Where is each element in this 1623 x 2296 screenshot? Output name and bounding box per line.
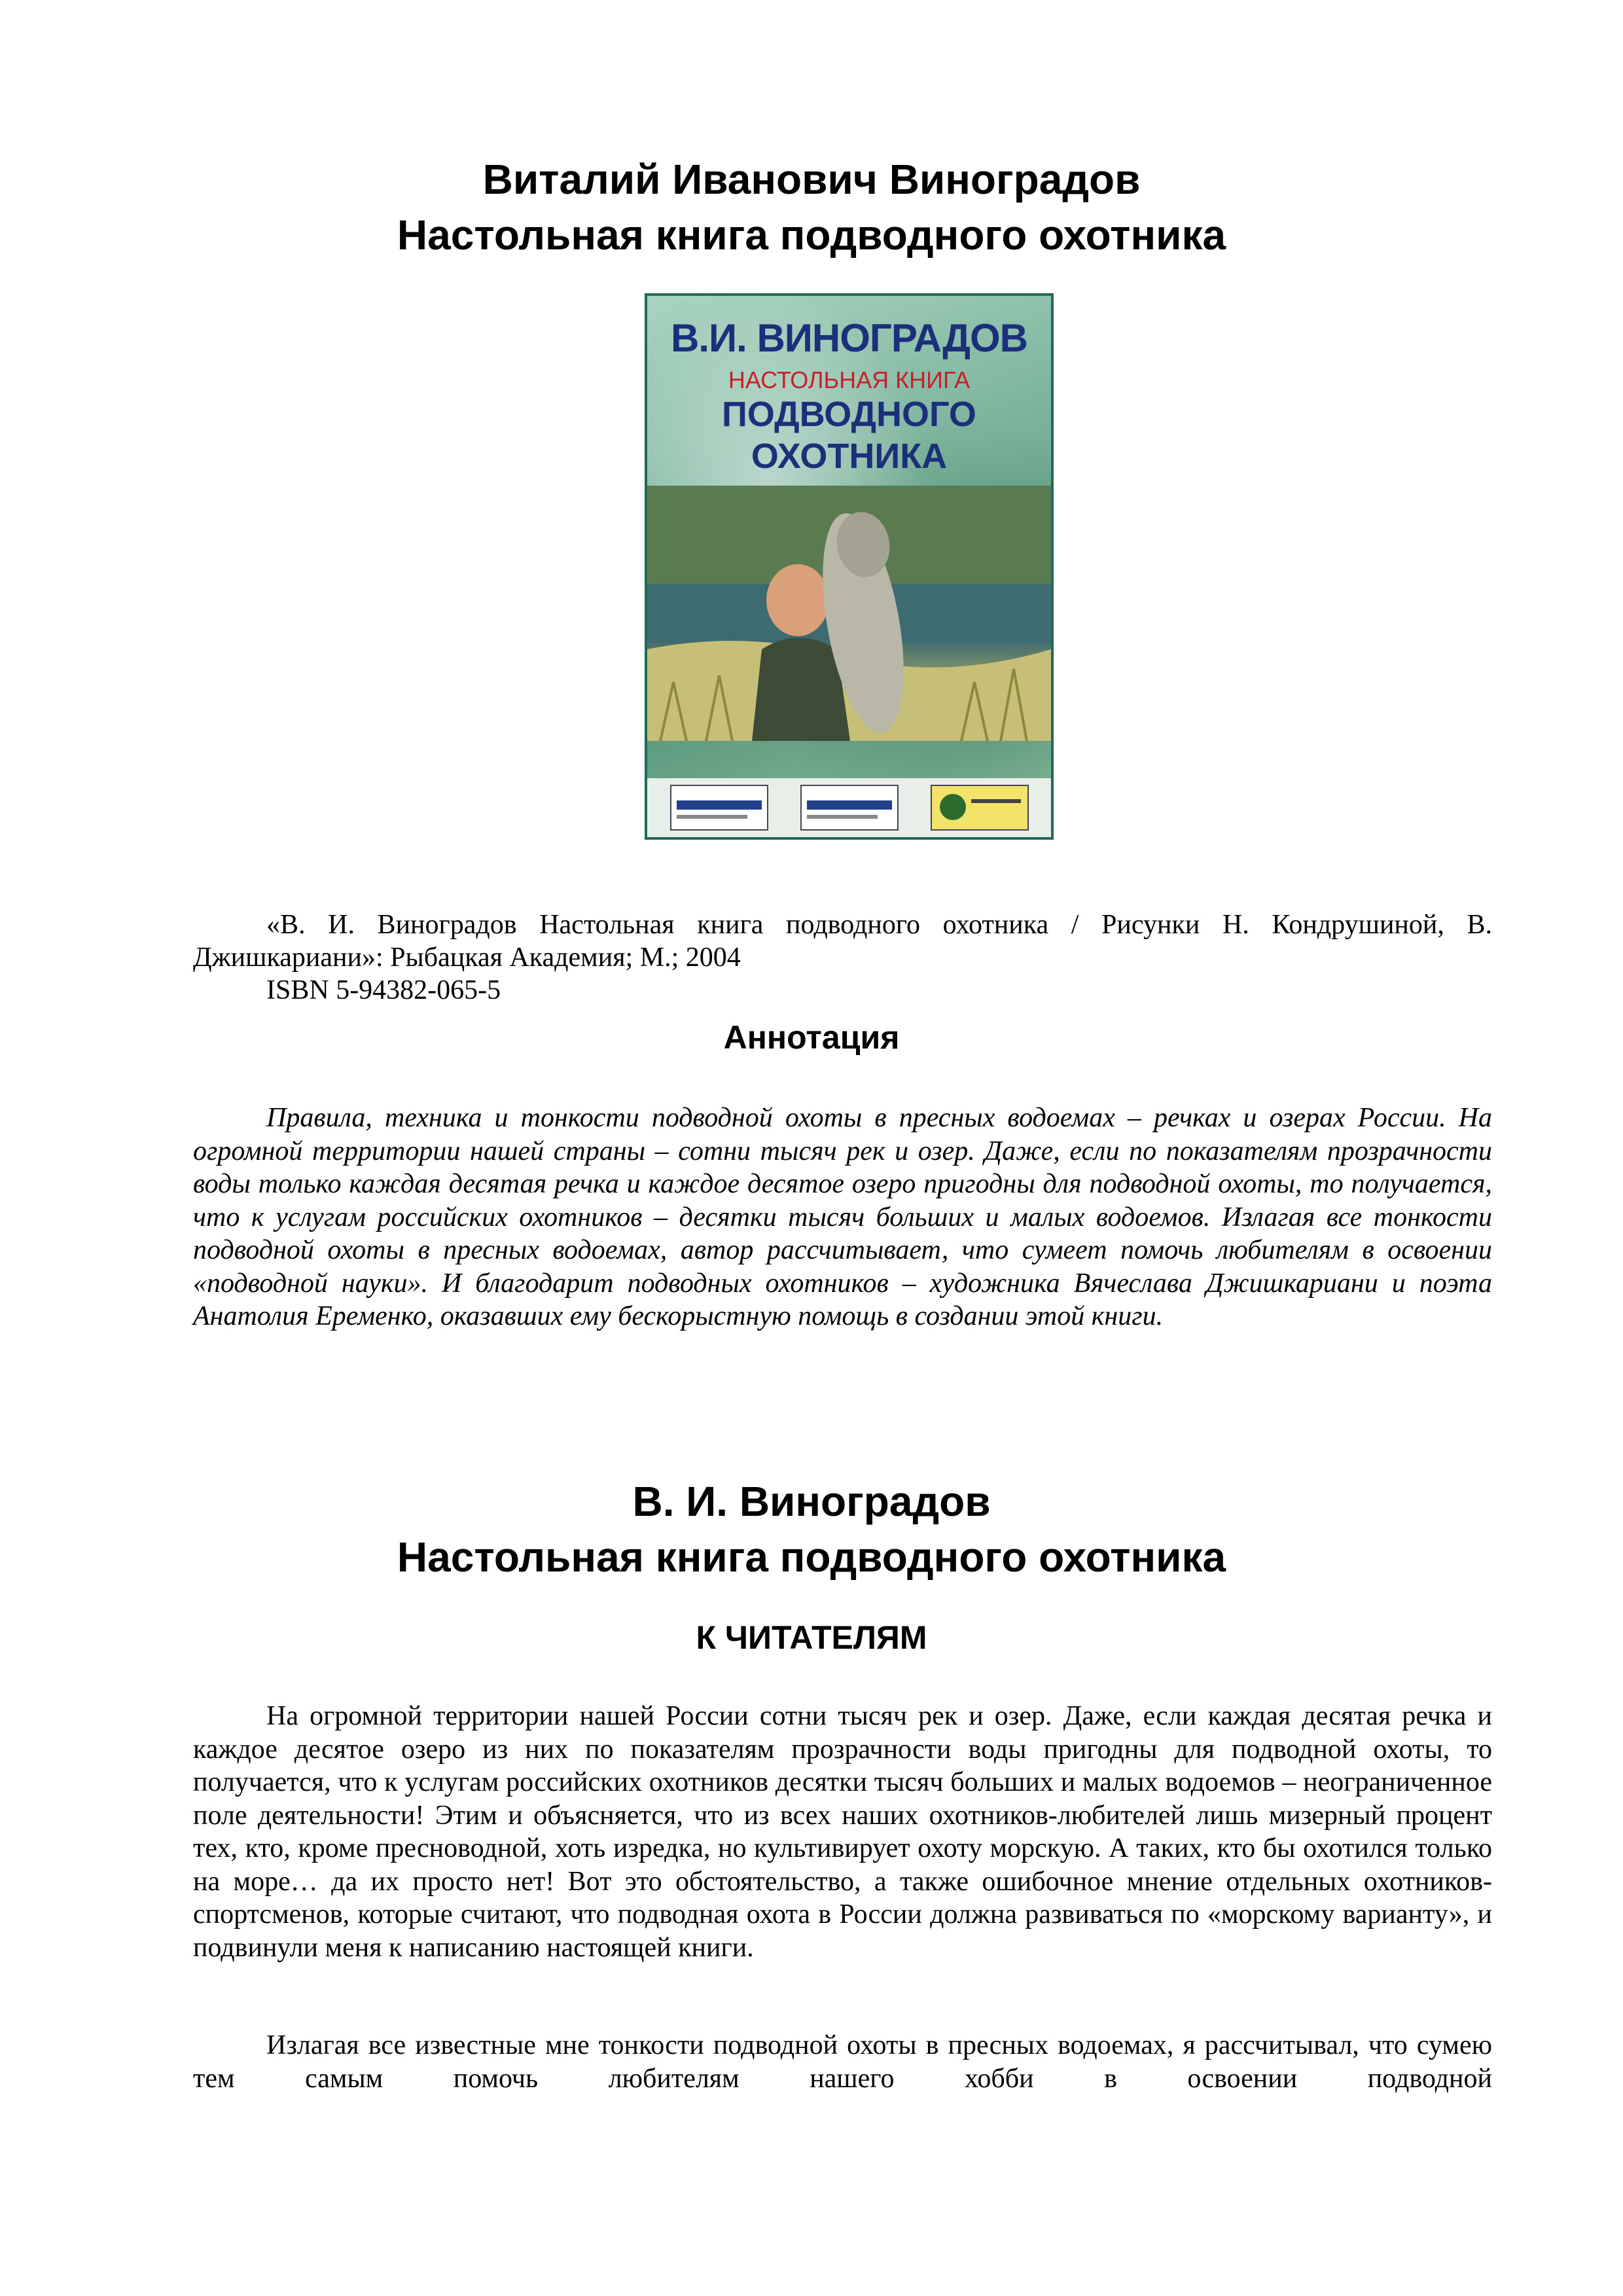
- to-readers-heading: К ЧИТАТЕЛЯМ: [696, 1619, 927, 1656]
- cover-badges: [647, 778, 1051, 837]
- second-author-name: В. И. Виноградов: [632, 1478, 991, 1525]
- book-cover-image: [645, 293, 1054, 840]
- annotation-text: Правила, техника и тонкости подводной охоты в пресных водоемах – речках и озерах России. На огромной территории нашей страны – сотни тысяч рек и озер. Даже, если по показателям прозрачности воды только каждая десятая речка и каждое десятое озеро пригодны для подводной охоты, то получается, что к услугам российских охотников – десятки тысяч больших и малых водоемов. Излагая все тонкости подводной охоты в пресных водоемах, автор рассчитывает, что сумеет помочь любителям в освоении «подводной науки». И благодарит подводных охотников – художника Вячеслава Джишкариани и поэта Анатолия Еременко, оказавших ему бескорыстную помощь в создании этой книги.: [193, 1103, 1492, 1331]
- bibliographic-citation: «В. И. Виноградов Настольная книга подводного охотника / Рисунки Н. Кондрушиной, В. Джишкариани»: Рыбацкая Академия; М.; 2004: [193, 910, 1492, 973]
- page-title: [0, 152, 1623, 263]
- fisherman-illustration: [647, 486, 1051, 741]
- publisher-badge: [670, 785, 768, 831]
- to-readers-paragraph-2: Излагая все известные мне тонкости подводной охоты в пресных водоемах, я рассчитывал, что сумею тем самым помочь любителям нашего хобби в освоении подводной: [193, 2030, 1492, 2094]
- cover-title-line2: ОХОТНИКА: [751, 437, 948, 476]
- publisher-logo: [931, 785, 1029, 831]
- to-readers-paragraph-1: На огромной территории нашей России сотни тысяч рек и озер. Даже, если каждая десятая речка и каждое десятое озеро из них по показателям прозрачности воды пригодны для подводной охоты, то получается, что к услугам российских охотников десятки тысяч больших и малых водоемов – неограниченное поле деятельности! Этим и объясняется, что из всех наших охотников-любителей лишь мизерный процент тех, кто, кроме пресноводной, хоть изредка, но культивирует охоту морскую. А таких, кто бы охотился только на море… да их просто нет! Вот это обстоятельство, а также ошибочное мнение отдельных охотников-спортсменов, которые считают, что подводная охота в России должна развиваться по «морскому варианту», и подвинули меня к написанию настоящей книги.: [193, 1701, 1492, 1963]
- second-title: [0, 1474, 1623, 1585]
- cover-photo: [647, 486, 1051, 741]
- second-book-title: Настольная книга подводного охотника: [397, 1534, 1226, 1581]
- publisher-badge: [800, 785, 899, 831]
- cover-title-line1: ПОДВОДНОГО: [722, 395, 976, 434]
- author-name: Виталий Иванович Виноградов: [482, 156, 1141, 203]
- isbn: ISBN 5-94382-065-5: [266, 975, 501, 1005]
- annotation-heading: Аннотация: [723, 1019, 900, 1056]
- cover-subtitle: НАСТОЛЬНАЯ КНИГА: [728, 367, 971, 393]
- book-title: Настольная книга подводного охотника: [397, 211, 1226, 259]
- cover-author: В.И. ВИНОГРАДОВ: [671, 316, 1027, 360]
